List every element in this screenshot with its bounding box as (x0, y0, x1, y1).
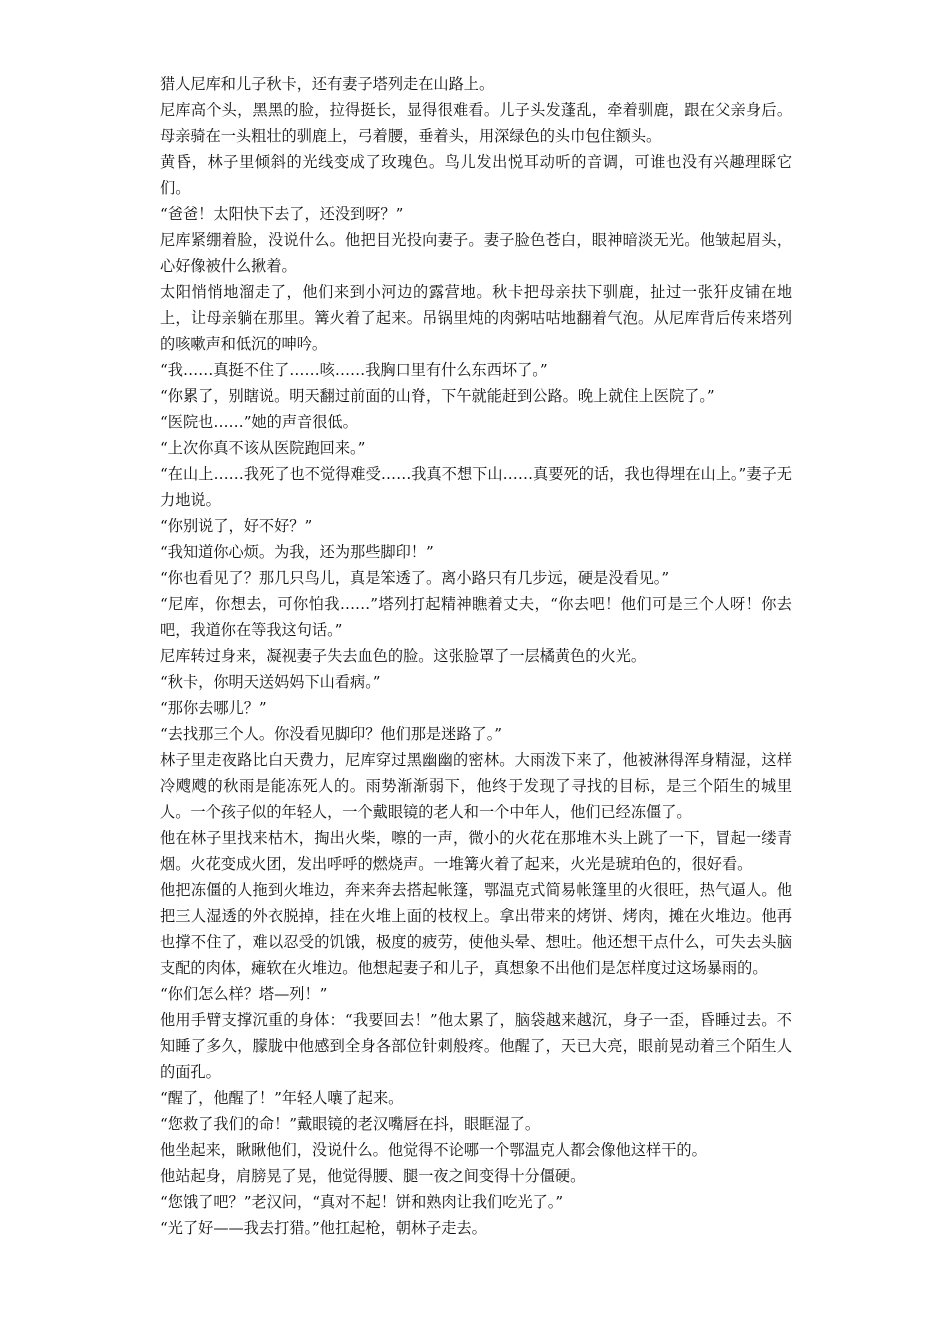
paragraph: “你也看见了？那几只鸟儿，真是笨透了。离小路只有几步远，硬是没看见。” (160, 569, 670, 587)
paragraph: “秋卡，你明天送妈妈下山看病。” (160, 673, 381, 691)
paragraph: “在山上……我死了也不觉得难受……我真不想下山……真要死的话，我也得埋在山上。”妻子无力地说。 (160, 465, 792, 509)
paragraph: 尼库紧绷着脸，没说什么。他把目光投向妻子。妻子脸色苍白，眼神暗淡无光。他皱起眉头，心好像被什么揪着。 (160, 231, 792, 275)
paragraph: “光了好——我去打猎。”他扛起枪，朝林子走去。 (160, 1219, 487, 1237)
paragraph: “您救了我们的命！”戴眼镜的老汉嘴唇在抖，眼眶湿了。 (160, 1115, 541, 1133)
story-text (160, 71, 792, 1241)
paragraph: 他用手臂支撑沉重的身体：“我要回去！”他太累了，脑袋越来越沉，身子一歪，昏睡过去。不知睡了多久，朦胧中他感到全身各部位针刺般疼。他醒了，天已大亮，眼前晃动着三个陌生人的面孔。 (160, 1011, 792, 1081)
paragraph: “爸爸！太阳快下去了，还没到呀？” (160, 205, 404, 223)
paragraph: 尼库转过身来，凝视妻子失去血色的脸。这张脸罩了一层橘黄色的火光。 (160, 647, 646, 665)
paragraph: 他站起身，肩膀晃了晃，他觉得腰、腿一夜之间变得十分僵硬。 (160, 1167, 586, 1185)
paragraph: “那你去哪儿？” (160, 699, 267, 717)
paragraph: “醒了，他醒了！”年轻人嚷了起来。 (160, 1089, 404, 1107)
paragraph: “你别说了，好不好？” (160, 517, 313, 535)
paragraph: “您饿了吧？”老汉问，“真对不起！饼和熟肉让我们吃光了。” (160, 1193, 564, 1211)
paragraph: “我知道你心烦。为我，还为那些脚印！” (160, 543, 434, 561)
paragraph: “去找那三个人。你没看见脚印？他们那是迷路了。” (160, 725, 503, 743)
paragraph: 林子里走夜路比白天费力，尼库穿过黑幽幽的密林。大雨泼下来了，他被淋得浑身精湿，这样冷飕飕的秋雨是能冻死人的。雨势渐渐弱下，他终于发现了寻找的目标，是三个陌生的城里人。一个孩子似的年轻人，一个戴眼镜的老人和一个中年人，他们已经冻僵了。 (160, 751, 792, 821)
paragraph: 黄昏，林子里倾斜的光线变成了玫瑰色。鸟儿发出悦耳动听的音调，可谁也没有兴趣理睬它们。 (160, 153, 792, 197)
paragraph: “我……真挺不住了……咳……我胸口里有什么东西坏了。” (160, 361, 548, 379)
paragraph: “你们怎么样？塔—列！” (160, 985, 328, 1003)
paragraph: 他坐起来，瞅瞅他们，没说什么。他觉得不论哪一个鄂温克人都会像他这样干的。 (160, 1141, 707, 1159)
paragraph: 他把冻僵的人拖到火堆边，奔来奔去搭起帐篷，鄂温克式简易帐篷里的火很旺，热气逼人。他把三人湿透的外衣脱掉，挂在火堆上面的枝杈上。拿出带来的烤饼、烤肉，摊在火堆边。他再也撑不住了，难以忍受的饥饿，极度的疲劳，使他头晕、想吐。他还想干点什么，可失去头脑支配的肉体，瘫软在火堆边。他想起妻子和儿子，真想象不出他们是怎样度过这场暴雨的。 (160, 881, 792, 977)
paragraph: 太阳悄悄地溜走了，他们来到小河边的露营地。秋卡把母亲扶下驯鹿，扯过一张犴皮铺在地上，让母亲躺在那里。篝火着了起来。吊锅里炖的肉粥咕咕地翻着气泡。从尼库背后传来塔列的咳嗽声和低沉的呻吟。 (160, 283, 792, 353)
paragraph: 尼库高个头，黑黑的脸，拉得挺长，显得很难看。儿子头发蓬乱，牵着驯鹿，跟在父亲身后。母亲骑在一头粗壮的驯鹿上，弓着腰，垂着头，用深绿色的头巾包住额头。 (160, 101, 792, 145)
paragraph: “医院也……”她的声音很低。 (160, 413, 358, 431)
paragraph: “尼库，你想去，可你怕我……”塔列打起精神瞧着丈夫，“你去吧！他们可是三个人呀！你去吧，我道你在等我这句话。” (160, 595, 792, 639)
paragraph: “你累了，别瞎说。明天翻过前面的山脊，下午就能赶到公路。晚上就住上医院了。” (160, 387, 715, 405)
paragraph: “上次你真不该从医院跑回来。” (160, 439, 366, 457)
paragraph: 他在林子里找来枯木，掏出火柴，嚓的一声，微小的火花在那堆木头上跳了一下，冒起一缕青烟。火花变成火团，发出呼呼的燃烧声。一堆篝火着了起来，火光是琥珀色的，很好看。 (160, 829, 792, 873)
paragraph: 猎人尼库和儿子秋卡，还有妻子塔列走在山路上。 (160, 75, 495, 93)
